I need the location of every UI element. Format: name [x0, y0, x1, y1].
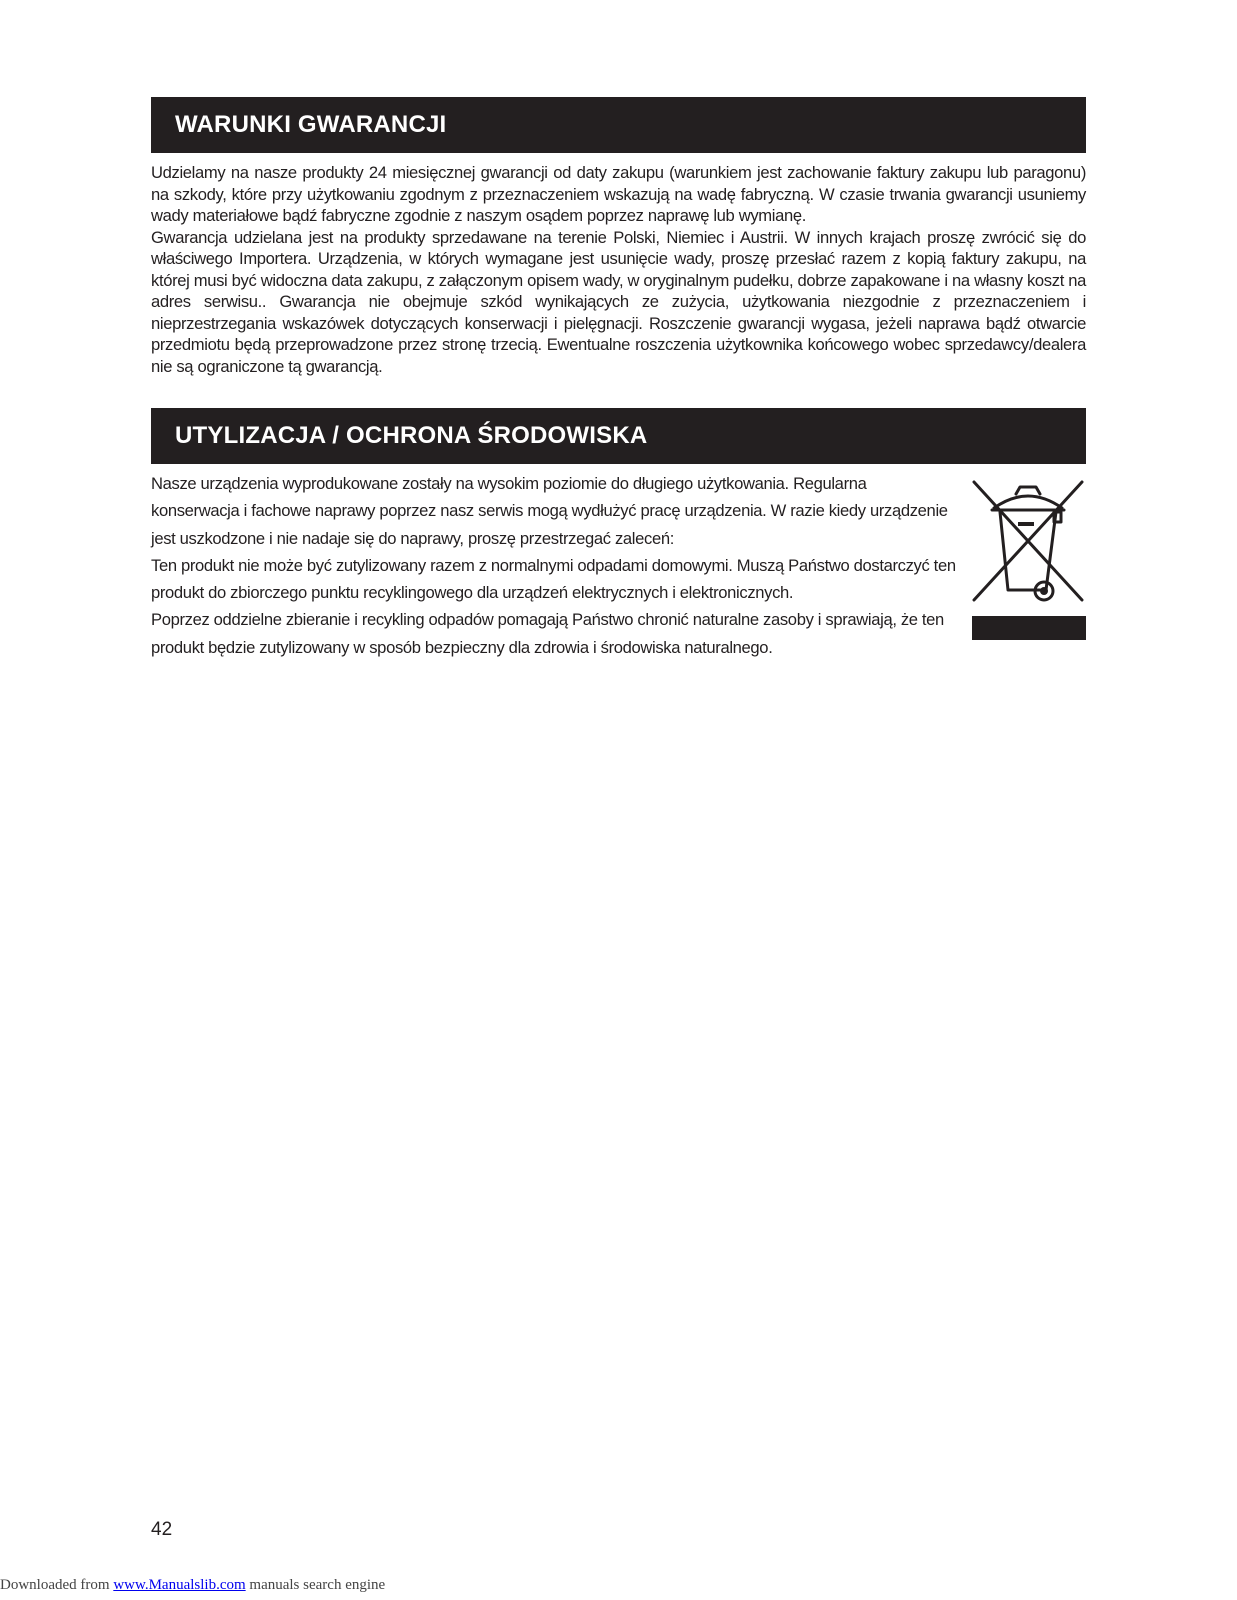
page-number: 42: [151, 1519, 173, 1540]
disposal-paragraph: Ten produkt nie może być zutylizowany razem z normalnymi odpadami domowymi. Muszą Państwo dostarczyć ten produkt do zbiorczego punktu recyklingowego dla urządzeń elektrycznych i elektronicznych.: [151, 555, 956, 603]
disposal-section-header: [151, 408, 1086, 464]
warranty-section-body: [151, 162, 1086, 377]
disposal-section-title: UTYLIZACJA / OCHRONA ŚRODOWISKA: [175, 422, 648, 449]
warranty-paragraph: Udzielamy na nasze produkty 24 miesięcznej gwarancji od daty zakupu (warunkiem jest zachowanie faktury zakupu lub paragonu) na szkody, które przy użytkowaniu zgodnym z przeznaczeniem wskazują na wadę fabryczną. W czasie trwania gwarancji usuniemy wady materiałowe bądź fabryczne zgodnie z naszym osądem poprzez naprawę lub wymianę.: [151, 163, 1086, 225]
footer-suffix: manuals search engine: [245, 1577, 386, 1593]
warranty-section-title: WARUNKI GWARANCJI: [175, 111, 447, 138]
disposal-paragraph: Poprzez oddzielne zbieranie i recykling odpadów pomagają Państwo chronić naturalne zasoby i sprawiają, że ten produkt będzie zutylizowany w sposób bezpieczny dla zdrowia i środowiska naturalnego.: [151, 610, 944, 657]
warranty-paragraph: Gwarancja udzielana jest na produkty sprzedawane na terenie Polski, Niemiec i Austrii. W innych krajach proszę zwrócić się do właściwego Importera. Urządzenia, w których wymagane jest usunięcie wady, proszę przesłać razem z kopią faktury zakupu, na której musi być widoczna data zakupu, z załączonym opisem wady, w oryginalnym pudełku, dobrze zapakowane i na własny koszt na adres serwisu.. Gwarancja nie obejmuje szkód wynikających ze zużycia, użytkowania niezgodnie z przeznaczeniem i nieprzestrzegania wskazówek dotyczących konserwacji i pielęgnacji. Roszczenie gwarancji wygasa, jeżeli naprawa bądź otwarcie przedmiotu będą przeprowadzone przez stronę trzecią. Ewentualne roszczenia użytkownika końcowego wobec sprzedawcy/dealera nie są ograniczone tą gwarancją.: [151, 227, 1086, 376]
warranty-section-header: [151, 97, 1086, 153]
footer-prefix: Downloaded from: [0, 1577, 114, 1593]
download-footer: [0, 1577, 385, 1594]
crossed-out-wheelie-bin-icon: [970, 478, 1090, 643]
manualslib-link[interactable]: www.Manualslib.com: [113, 1577, 246, 1593]
disposal-section-body: [151, 470, 959, 661]
disposal-paragraph: Nasze urządzenia wyprodukowane zostały na wysokim poziomie do długiego użytkowania. Regularna konserwacja i fachowe naprawy poprzez nasz serwis mogą wydłużyć pracę urządzenia. W razie kiedy urządzenie jest uszkodzone i nie nadaje się do naprawy, proszę przestrzegać zaleceń:: [151, 474, 948, 548]
